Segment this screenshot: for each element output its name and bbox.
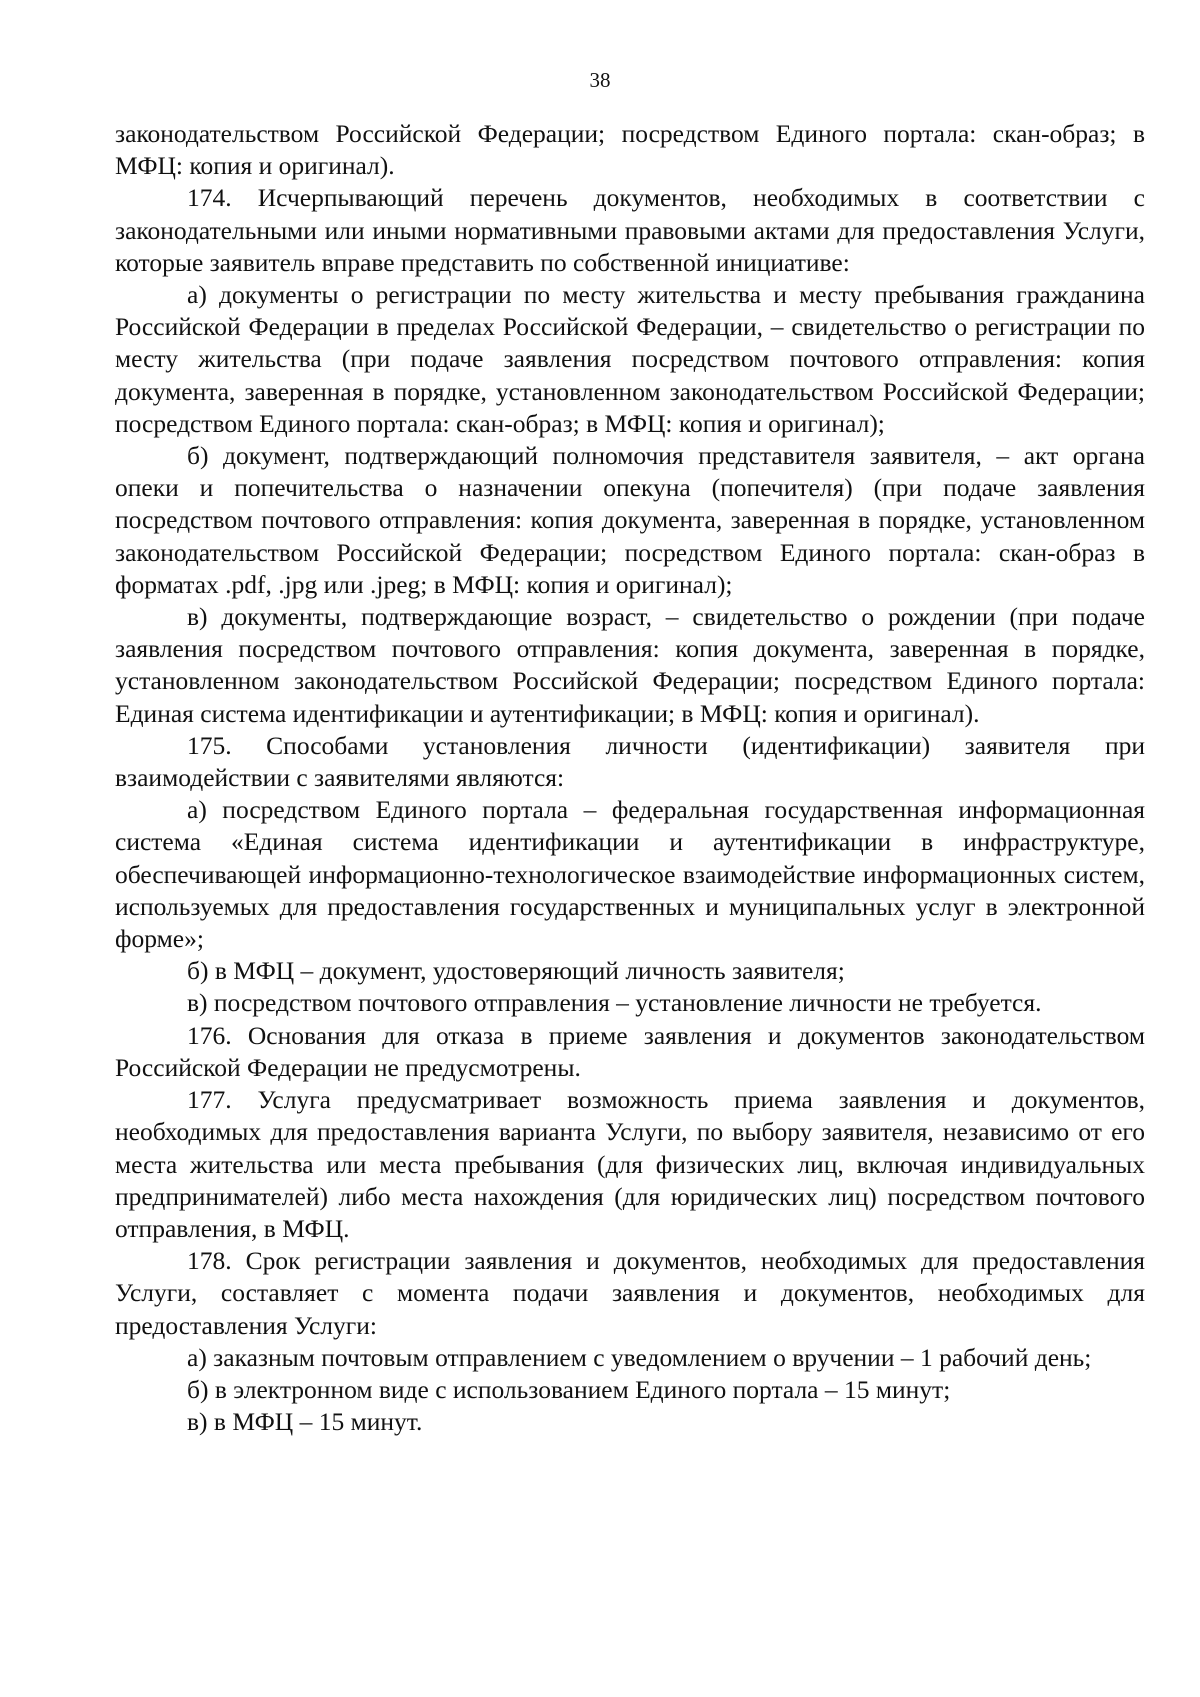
paragraph: в) документы, подтверждающие возраст, – свидетельство о рождении (при подаче заявления посредством почтового отправления: копия документа, заверенная в порядке, установленном законодательством Российской Федерации; посредством Единого портала: Единая система идентификации и аутентификации; в МФЦ: копия и оригинал). [115, 602, 1145, 728]
paragraph: б) в МФЦ – документ, удостоверяющий личность заявителя; [187, 956, 845, 986]
paragraph: в) в МФЦ – 15 минут. [187, 1407, 423, 1437]
paragraph: 174. Исчерпывающий перечень документов, необходимых в соответствии с законодательными или иными нормативными правовыми актами для предоставления Услуги, которые заявитель вправе представить по собственной инициативе: [115, 183, 1145, 277]
document-body [115, 118, 1145, 1438]
paragraph: а) документы о регистрации по месту жительства и месту пребывания гражданина Российской Федерации в пределах Российской Федерации, – свидетельство о регистрации по месту жительства (при подаче заявления посредством почтового отправления: копия документа, заверенная в порядке, установленном законодательством Российской Федерации; посредством Единого портала: скан-образ; в МФЦ: копия и оригинал); [115, 280, 1145, 438]
paragraph: 178. Срок регистрации заявления и документов, необходимых для предоставления Услуги, составляет с момента подачи заявления и документов, необходимых для предоставления Услуги: [115, 1246, 1145, 1340]
paragraph: 176. Основания для отказа в приеме заявления и документов законодательством Российской Федерации не предусмотрены. [115, 1020, 1145, 1082]
paragraph: в) посредством почтового отправления – установление личности не требуется. [187, 988, 1042, 1018]
paragraph: 175. Способами установления личности (идентификации) заявителя при взаимодействии с заявителями являются: [115, 730, 1145, 793]
paragraph: законодательством Российской Федерации; посредством Единого портала: скан-образ; в МФЦ: копия и оригинал). [115, 119, 1145, 181]
paragraph: а) посредством Единого портала – федеральная государственная информационная система «Единая система идентификации и аутентификации в инфраструктуре, обеспечивающей информационно-технологическое взаимодействие информационных систем, используемых для предоставления государственных и муниципальных услуг в электронной форме»; [115, 795, 1145, 954]
paragraph: а) заказным почтовым отправлением с уведомлением о вручении – 1 рабочий день; [187, 1342, 1092, 1372]
paragraph: б) в электронном виде с использованием Единого портала – 15 минут; [187, 1374, 951, 1404]
page-number: 38 [589, 68, 611, 92]
paragraph: 177. Услуга предусматривает возможность приема заявления и документов, необходимых для предоставления варианта Услуги, по выбору заявителя, независимо от его места жительства или места пребывания (для физических лиц, включая индивидуальных предпринимателей) либо места нахождения (для юридических лиц) посредством почтового отправления, в МФЦ. [115, 1085, 1145, 1243]
paragraph: б) документ, подтверждающий полномочия представителя заявителя, – акт органа опеки и попечительства о назначении опекуна (попечителя) (при подаче заявления посредством почтового отправления: копия документа, заверенная в порядке, установленном законодательством Российской Федерации; посредством Единого портала: скан-образ в форматах .pdf, .jpg или .jpeg; в МФЦ: копия и оригинал); [115, 441, 1145, 599]
